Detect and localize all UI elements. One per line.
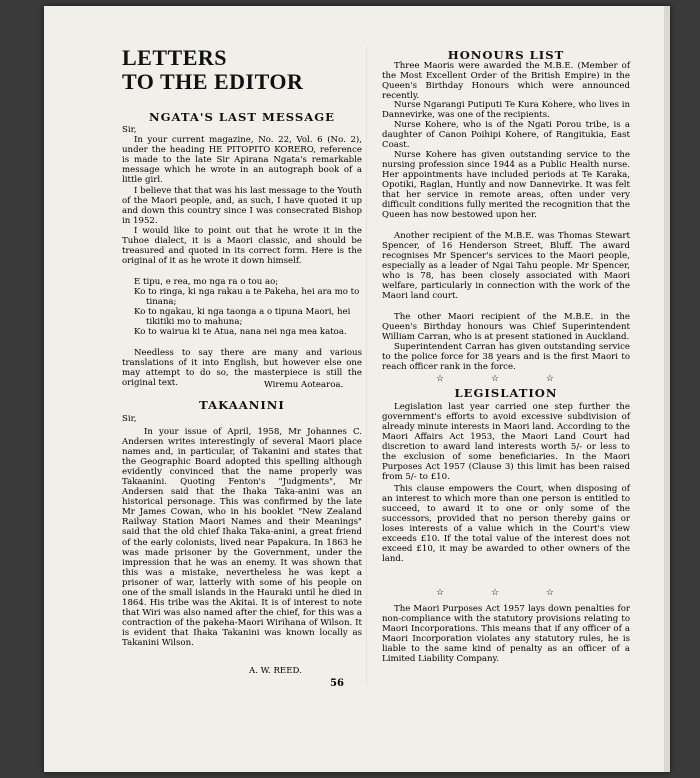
honours-paragraph-3: Nurse Kohere, who is of the Ngati Porou tribe, is a daughter of Canon Poihipi Kohere, of Rangitukia, East Coast. xyxy=(382,120,630,151)
poem-line: E tipu, e rea, mo nga ra o tou ao; xyxy=(134,277,279,287)
section-divider-stars: ☆ ☆ ☆ xyxy=(436,588,576,598)
ngata-salutation: Sir, xyxy=(122,125,137,135)
magazine-page xyxy=(44,6,670,772)
takaanini-paragraph: In your issue of April, 1958, Mr Johannes C. Andersen writes interestingly of several Maori place names and, in particular, of Takanini and states that the Geographic Board adopted this spelling although evidently convinced that the name properly was Takaanini. Quoting Fenton's "Judgments", Mr Andersen said that the Ihaka Taka-anini was an historical personage. This was confirmed by the late Mr James Cowan, who in his booklet "New Zealand Railway Station Maori Names and their Meanings" said that the old chief Ihaka Taka-anini, a great friend of the early colonists, lived near Papakura. In 1863 he was made prisoner by the Government, under the impression that he was an enemy. It was shown that this was a mistake, nevertheless he was kept a prisoner of war, latterly with some of his people on one of the small islands in the Hauraki until he died in 1864. His tribe was the Akitai. It is of interest to note that Wiri was also named after the chief, for this was a contraction of the pakeha-Maori Wirihana of Wilson. It is evident that Ihaka Takanini was known locally as Takanini Wilson. xyxy=(122,427,362,648)
honours-paragraph-2: Nurse Ngarangi Putiputi Te Kura Kohere, who lives in Dannevirke, was one of the recipients. xyxy=(382,100,630,121)
ngata-paragraph-4: Needless to say there are many and various translations of it into English, but however else one may attempt to do so, the masterpiece is still the original text. xyxy=(122,348,362,389)
takaanini-salutation: Sir, xyxy=(122,414,137,424)
honours-paragraph-6: The other Maori recipient of the M.B.E. in the Queen's Birthday honours was Chief Superintendent William Carran, who is at present stationed in Auckland. xyxy=(382,312,630,343)
ngata-paragraph-2: I believe that that was his last message to the Youth of the Maori people, and, as such, I have quoted it up and down this country since I was consecrated Bishop in 1952. xyxy=(122,186,362,227)
page-edge xyxy=(664,6,670,772)
ngata-paragraph-1: In your current magazine, No. 22, Vol. 6 (No. 2), under the heading HE PITOPITO KORERO, reference is made to the late Sir Apirana Ngata's remarkable message which he wrote in an autograph book of a little girl. xyxy=(122,135,362,186)
takaanini-heading: TAKAANINI xyxy=(199,398,285,412)
page-title: LETTERS TO THE EDITOR xyxy=(122,45,304,94)
legislation-paragraph-1: Legislation last year carried one step further the government's efforts to avoid excessive subdivision of already minute interests in Maori land. According to the Maori Affairs Act 1953, the Maori Land Court had discretion to award land interests worth 5/- or less to the exclusion of some beneficiaries. In the Maori Purposes Act 1957 (Clause 3) this limit has been raised from 5/- to £10. xyxy=(382,402,630,483)
ngata-paragraph-3: I would like to point out that he wrote it in the Tuhoe dialect, it is a Maori classic, and should be treasured and quoted in its correct form. Here is the original of it as he wrote it down himself. xyxy=(122,226,362,267)
poem-line: Ko to wairua ki te Atua, nana nei nga mea katoa. xyxy=(134,327,347,338)
legislation-heading: LEGISLATION xyxy=(454,386,558,400)
column-gutter xyxy=(366,46,367,686)
honours-paragraph-5: Another recipient of the M.B.E. was Thomas Stewart Spencer, of 16 Henderson Street, Bluff. The award recognises Mr Spencer's services to the Maori people, especially as a leader of Ngai Tahu people. Mr Spencer, who is 78, has been closely associated with Maori welfare, particularly in connection with the work of the Maori land court. xyxy=(382,231,630,302)
honours-paragraph-7: Superintendent Carran has given outstanding service to the police force for 38 years and is the first Maori to reach officer rank in the force. xyxy=(382,342,630,373)
ngata-signature: Wiremu Aotearoa. xyxy=(264,380,344,390)
takaanini-signature: A. W. REED. xyxy=(249,666,302,676)
section-divider-stars: ☆ ☆ ☆ xyxy=(436,374,576,384)
poem-line: Ko to ngakau, ki nga taonga a o tipuna Maori, hei tikitiki mo to mahuna; xyxy=(134,307,351,328)
honours-paragraph-4: Nurse Kohere has given outstanding service to the nursing profession since 1944 as a Public Health nurse. Her appointments have included periods at Te Karaka, Opotiki, Raglan, Huntly and now Dannevirke. It was felt that her service in remote areas, often under very difficult conditions fully merited the recognition that the Queen has now bestowed upon her. xyxy=(382,150,630,221)
ngata-poem xyxy=(122,277,362,337)
legislation-paragraph-2: This clause empowers the Court, when disposing of an interest to which more than one person is entitled to succeed, to award it to one or only some of the successors, provided that no person thereby gains or loses interests of a value which in the Court's view exceeds £10. If the total value of the interest does not exceed £10, it may be awarded to other owners of the land. xyxy=(382,484,630,565)
honours-paragraph-1: Three Maoris were awarded the M.B.E. (Member of the Most Excellent Order of the British Empire) in the Queen's Birthday Honours which were announced recently. xyxy=(382,61,630,102)
legislation-paragraph-3: The Maori Purposes Act 1957 lays down penalties for non-compliance with the statutory provisions relating to Maori Incorporations. This means that if any officer of a Maori Incorporation violates any statutory rules, he is liable to the same kind of penalty as an officer of a Limited Liability Company. xyxy=(382,604,630,665)
page-number: 56 xyxy=(330,678,344,689)
ngata-heading: NGATA'S LAST MESSAGE xyxy=(149,110,335,124)
poem-line: Ko to ringa, ki nga rakau a te Pakeha, hei ara mo to tinana; xyxy=(134,287,360,308)
honours-heading: HONOURS LIST xyxy=(447,48,565,62)
